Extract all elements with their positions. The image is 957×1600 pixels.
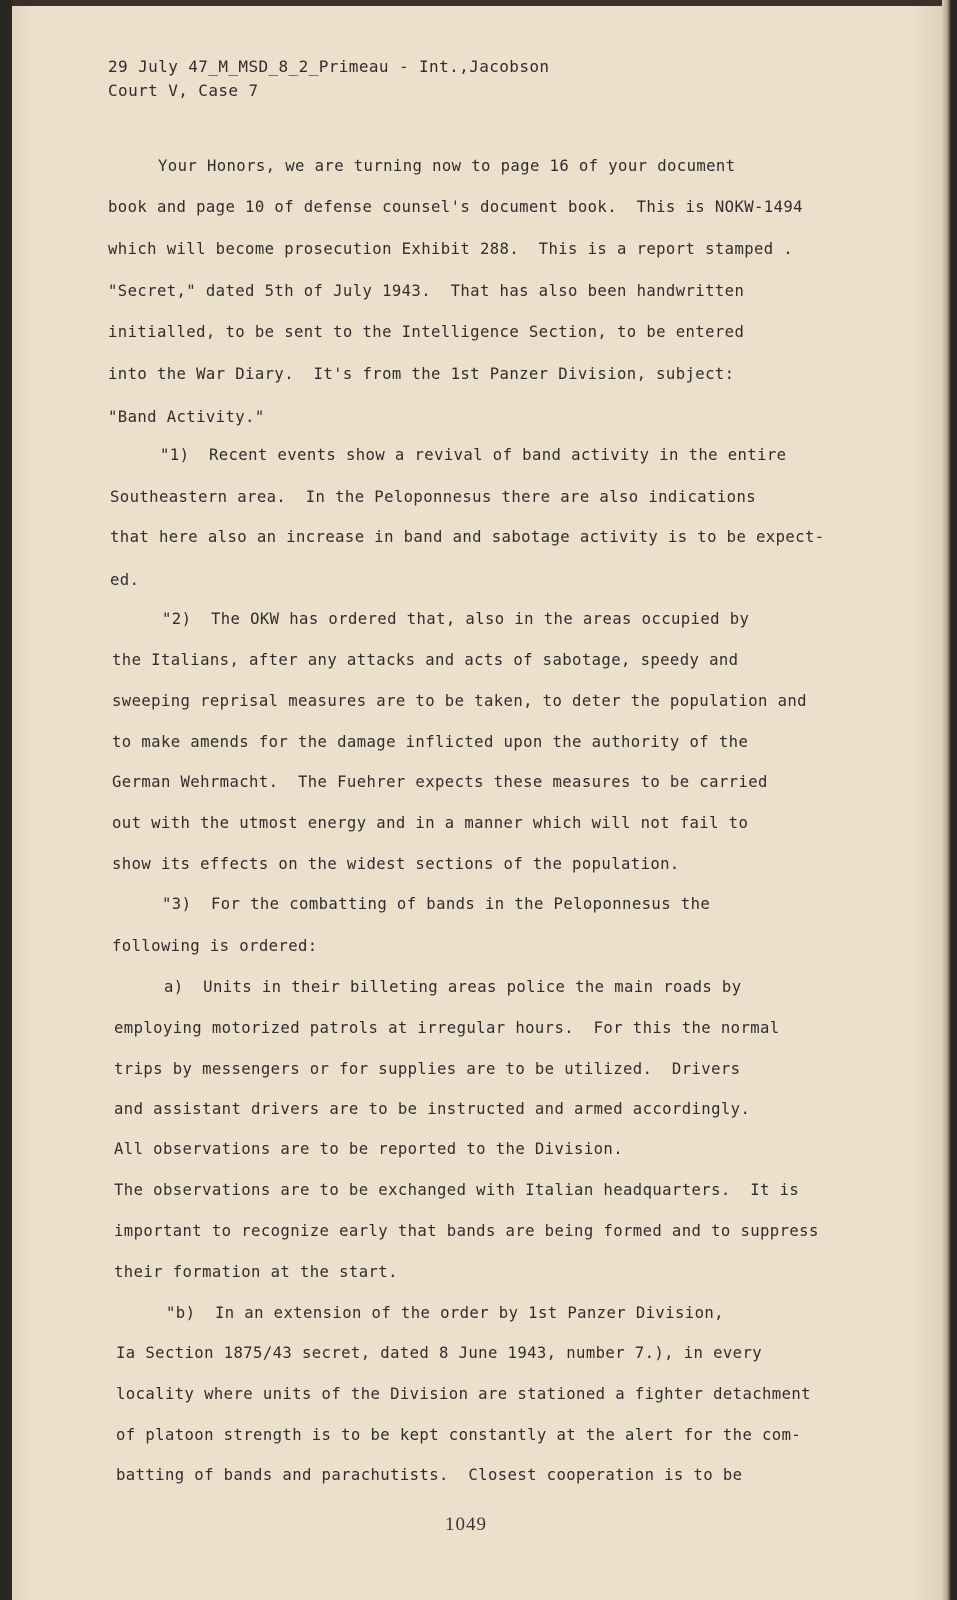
body-line: All observations are to be reported to the Division.	[114, 1140, 623, 1158]
body-line: employing motorized patrols at irregular hours. For this the normal	[114, 1019, 780, 1037]
body-line: "b) In an extension of the order by 1st Panzer Division,	[166, 1304, 724, 1322]
body-line: German Wehrmacht. The Fuehrer expects these measures to be carried	[112, 773, 768, 791]
body-line: batting of bands and parachutists. Closest cooperation is to be	[116, 1466, 743, 1484]
body-line: "3) For the combatting of bands in the Peloponnesus the	[162, 895, 711, 913]
body-line: that here also an increase in band and sabotage activity is to be expect-	[110, 528, 825, 546]
body-line: "2) The OKW has ordered that, also in the areas occupied by	[162, 610, 750, 628]
body-line: the Italians, after any attacks and acts of sabotage, speedy and	[112, 651, 739, 669]
body-line: locality where units of the Division are stationed a fighter detachment	[116, 1385, 811, 1403]
body-line: Southeastern area. In the Peloponnesus there are also indications	[110, 488, 757, 506]
body-line: initialled, to be sent to the Intelligence Section, to be entered	[108, 323, 745, 341]
body-line: "1) Recent events show a revival of band activity in the entire	[160, 446, 787, 464]
body-line: trips by messengers or for supplies are to be utilized. Drivers	[114, 1060, 741, 1078]
body-line: important to recognize early that bands are being formed and to suppress	[114, 1222, 819, 1240]
body-line: ed.	[110, 571, 140, 589]
header-line-date: 29 July 47_M_MSD_8_2_Primeau - Int.,Jacobson	[108, 57, 550, 76]
body-line: following is ordered:	[112, 937, 318, 955]
body-line: "Secret," dated 5th of July 1943. That has also been handwritten	[108, 282, 745, 300]
body-line: which will become prosecution Exhibit 288. This is a report stamped .	[108, 240, 794, 258]
body-line: Ia Section 1875/43 secret, dated 8 June 1943, number 7.), in every	[116, 1344, 763, 1362]
body-line: their formation at the start.	[114, 1263, 398, 1281]
body-line: and assistant drivers are to be instructed and armed accordingly.	[114, 1100, 751, 1118]
body-line: to make amends for the damage inflicted upon the authority of the	[112, 733, 749, 751]
body-line: into the War Diary. It's from the 1st Panzer Division, subject:	[108, 365, 735, 383]
body-line: out with the utmost energy and in a manner which will not fail to	[112, 814, 749, 832]
page-number: 1049	[445, 1514, 487, 1535]
body-line: book and page 10 of defense counsel's document book. This is NOKW-1494	[108, 198, 803, 216]
header-line-court: Court V, Case 7	[108, 81, 259, 100]
body-line: The observations are to be exchanged with Italian headquarters. It is	[114, 1181, 800, 1199]
body-line: a) Units in their billeting areas police the main roads by	[164, 978, 742, 996]
body-line: of platoon strength is to be kept constantly at the alert for the com-	[116, 1426, 802, 1444]
body-line: show its effects on the widest sections of the population.	[112, 855, 680, 873]
body-line: sweeping reprisal measures are to be taken, to deter the population and	[112, 692, 807, 710]
body-line: Your Honors, we are turning now to page 16 of your document	[158, 157, 736, 175]
body-line: "Band Activity."	[108, 408, 265, 426]
